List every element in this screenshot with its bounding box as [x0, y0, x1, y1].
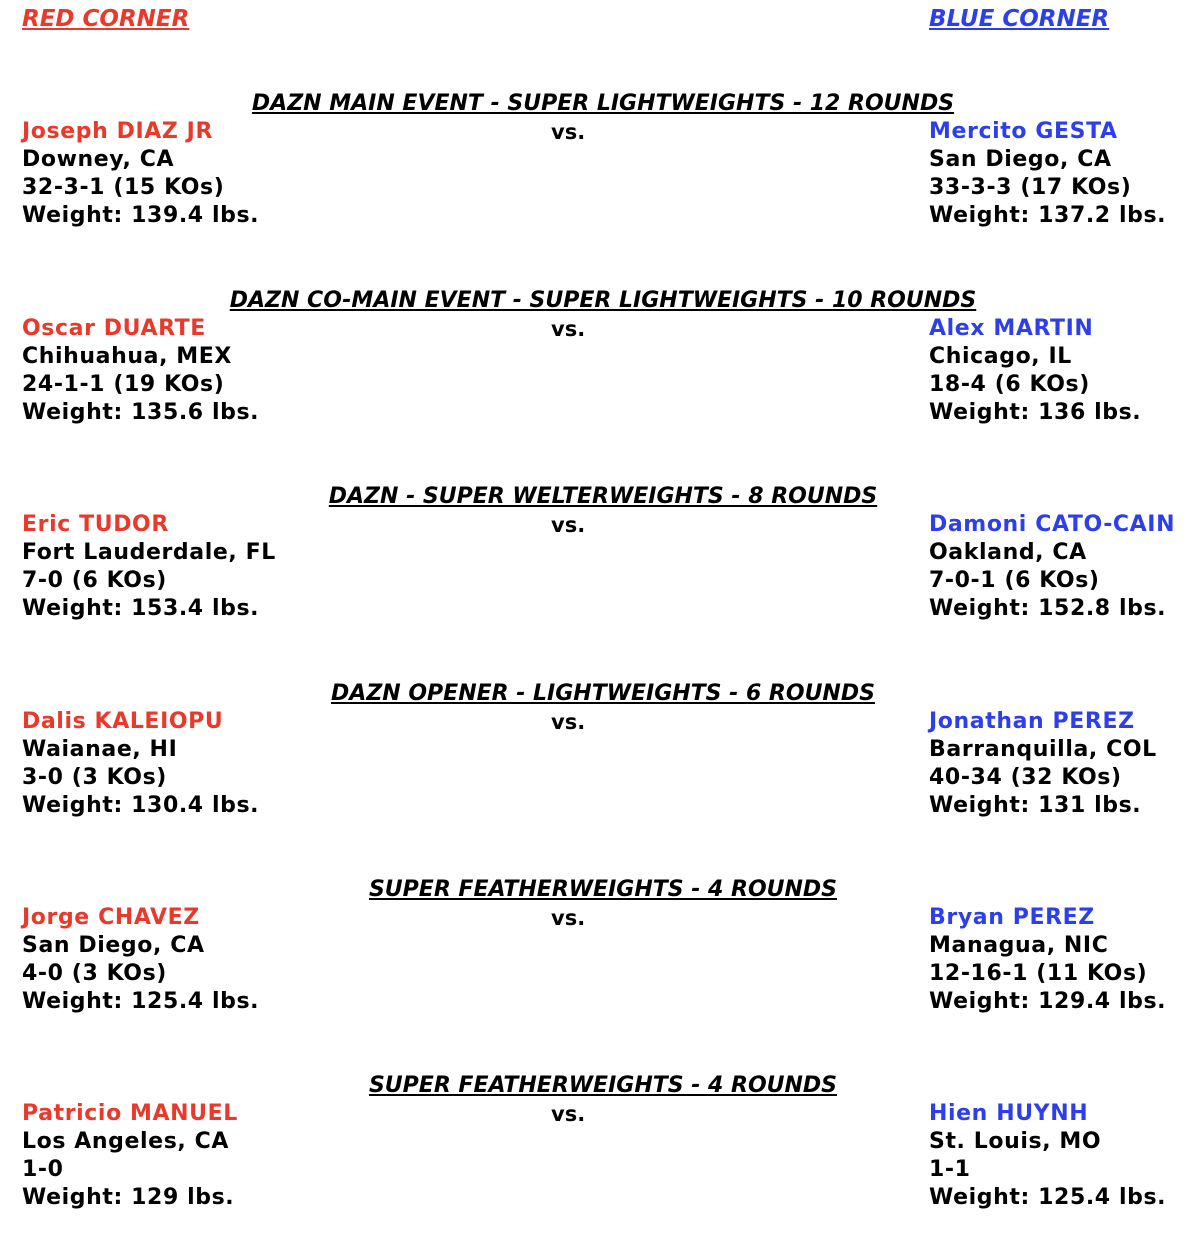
fighter-hometown: Downey, CA	[22, 147, 175, 172]
fighter-hometown: Barranquilla, COL	[929, 737, 1157, 762]
fighter-name: Joseph DIAZ JR	[22, 119, 213, 144]
fighter-record: 40-34 (32 KOs)	[929, 765, 1122, 790]
fighter-hometown: St. Louis, MO	[929, 1129, 1102, 1154]
fighter-record: 1-0	[22, 1157, 64, 1182]
red-fighter	[22, 708, 259, 820]
red-fighter	[22, 315, 259, 427]
fighter-record: 3-0 (3 KOs)	[22, 765, 167, 790]
bout-title: DAZN MAIN EVENT - SUPER LIGHTWEIGHTS - 12 ROUNDS	[251, 91, 955, 116]
fighter-weight: Weight: 136 lbs.	[929, 400, 1142, 425]
vs-label: vs.	[551, 906, 586, 930]
fighter-weight: Weight: 131 lbs.	[929, 793, 1142, 818]
fighter-name: Dalis KALEIOPU	[22, 709, 224, 734]
fighter-hometown: Waianae, HI	[22, 737, 178, 762]
blue-fighter	[929, 511, 1175, 623]
blue-fighter	[929, 118, 1166, 230]
blue-fighter	[929, 904, 1166, 1016]
fighter-record: 4-0 (3 KOs)	[22, 961, 167, 986]
red-fighter	[22, 904, 259, 1016]
fighter-name: Oscar DUARTE	[22, 316, 206, 341]
vs-label: vs.	[551, 120, 586, 144]
fighter-name: Jonathan PEREZ	[929, 709, 1135, 734]
fighter-weight: Weight: 130.4 lbs.	[22, 793, 260, 818]
fighter-name: Alex MARTIN	[929, 316, 1094, 341]
fighter-record: 33-3-3 (17 KOs)	[929, 175, 1132, 200]
bout-card	[0, 680, 1200, 820]
fighter-name: Mercito GESTA	[929, 119, 1118, 144]
red-fighter	[22, 511, 276, 623]
fighter-record: 24-1-1 (19 KOs)	[22, 372, 225, 397]
bout-title: SUPER FEATHERWEIGHTS - 4 ROUNDS	[368, 1073, 838, 1098]
bout-title: DAZN OPENER - LIGHTWEIGHTS - 6 ROUNDS	[331, 681, 875, 706]
bout-card	[0, 1072, 1200, 1212]
bout-card	[0, 483, 1200, 623]
fighter-weight: Weight: 129.4 lbs.	[929, 989, 1167, 1014]
fighter-hometown: Los Angeles, CA	[22, 1129, 229, 1154]
fighter-weight: Weight: 125.4 lbs.	[22, 989, 260, 1014]
fighter-name: Hien HUYNH	[929, 1101, 1089, 1126]
red-corner-heading[interactable]: RED CORNER	[22, 6, 190, 32]
fighter-weight: Weight: 129 lbs.	[22, 1185, 235, 1210]
fighter-record: 7-0-1 (6 KOs)	[929, 568, 1100, 593]
fighter-record: 18-4 (6 KOs)	[929, 372, 1090, 397]
fighter-weight: Weight: 152.8 lbs.	[929, 596, 1167, 621]
fighter-hometown: Oakland, CA	[929, 540, 1087, 565]
fighter-hometown: Fort Lauderdale, FL	[22, 540, 276, 565]
fighter-name: Jorge CHAVEZ	[22, 905, 200, 930]
fighter-weight: Weight: 125.4 lbs.	[929, 1185, 1167, 1210]
fighter-name: Eric TUDOR	[22, 512, 169, 537]
vs-label: vs.	[551, 317, 586, 341]
bout-card	[0, 876, 1200, 1016]
fighter-hometown: Managua, NIC	[929, 933, 1109, 958]
fighter-record: 32-3-1 (15 KOs)	[22, 175, 225, 200]
fighter-name: Patricio MANUEL	[22, 1101, 238, 1126]
red-fighter	[22, 118, 259, 230]
bout-title: SUPER FEATHERWEIGHTS - 4 ROUNDS	[368, 877, 838, 902]
bout-card	[0, 90, 1200, 230]
vs-label: vs.	[551, 513, 586, 537]
bout-title: DAZN CO-MAIN EVENT - SUPER LIGHTWEIGHTS - 10 ROUNDS	[229, 288, 977, 313]
blue-fighter	[929, 315, 1141, 427]
fighter-weight: Weight: 139.4 lbs.	[22, 203, 260, 228]
fighter-weight: Weight: 135.6 lbs.	[22, 400, 260, 425]
fighter-record: 12-16-1 (11 KOs)	[929, 961, 1148, 986]
blue-corner-heading[interactable]: BLUE CORNER	[929, 6, 1110, 32]
fighter-weight: Weight: 153.4 lbs.	[22, 596, 260, 621]
fighter-hometown: Chicago, IL	[929, 344, 1072, 369]
red-fighter	[22, 1100, 238, 1212]
bout-card	[0, 287, 1200, 427]
bout-title: DAZN - SUPER WELTERWEIGHTS - 8 ROUNDS	[328, 484, 878, 509]
fighter-hometown: San Diego, CA	[22, 933, 205, 958]
fighter-hometown: Chihuahua, MEX	[22, 344, 232, 369]
fighter-weight: Weight: 137.2 lbs.	[929, 203, 1167, 228]
vs-label: vs.	[551, 1102, 586, 1126]
blue-fighter	[929, 1100, 1166, 1212]
fighter-record: 7-0 (6 KOs)	[22, 568, 167, 593]
fighter-record: 1-1	[929, 1157, 971, 1182]
fighter-hometown: San Diego, CA	[929, 147, 1112, 172]
fighter-name: Damoni CATO-CAIN	[929, 512, 1176, 537]
vs-label: vs.	[551, 710, 586, 734]
fighter-name: Bryan PEREZ	[929, 905, 1095, 930]
blue-fighter	[929, 708, 1157, 820]
